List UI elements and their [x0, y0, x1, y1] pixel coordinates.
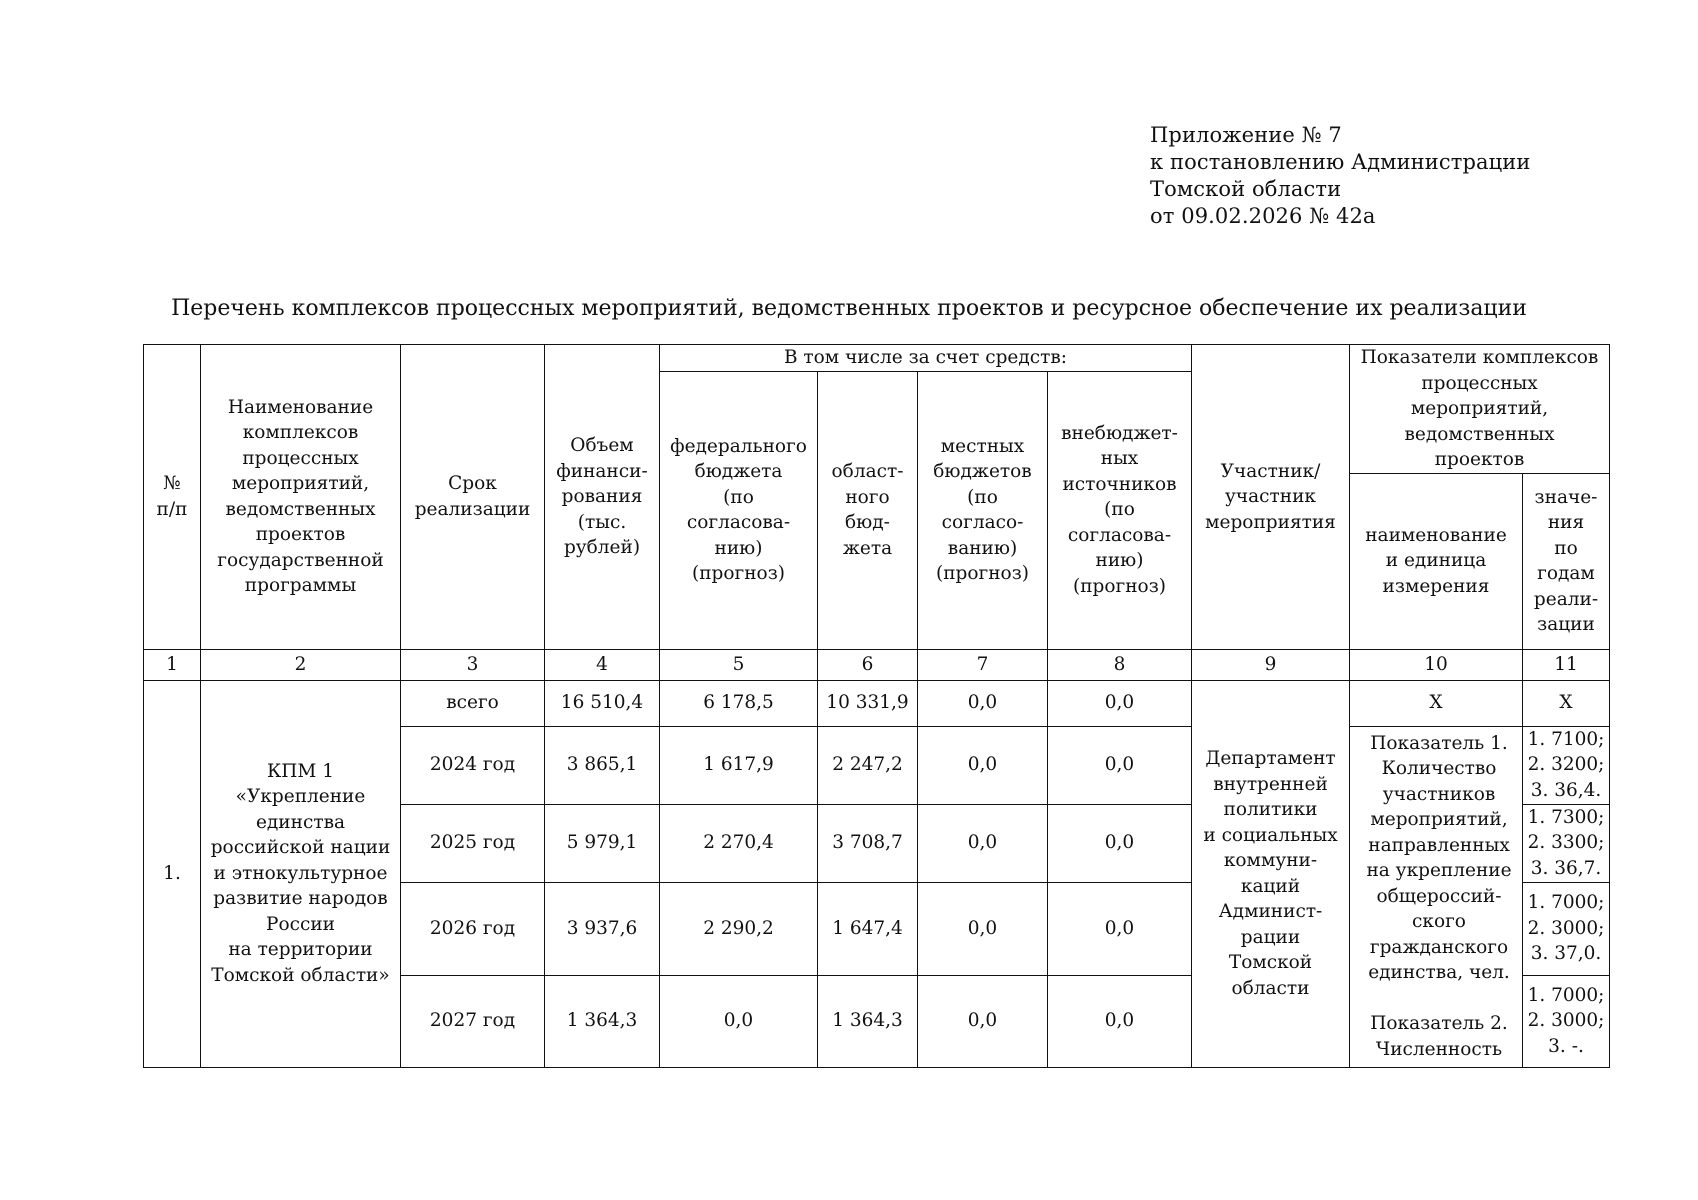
volume-cell: 5 979,1: [545, 804, 660, 882]
column-number: 3: [401, 649, 545, 680]
text-line: по: [1554, 537, 1578, 559]
appendix-header: [1150, 122, 1530, 230]
text-line: 2. 3000;: [1527, 917, 1605, 939]
text-line: и социальных: [1203, 824, 1338, 846]
indicator-values-total: Х: [1523, 680, 1610, 726]
text-line: государственной: [217, 549, 384, 571]
indicator-description: [1350, 726, 1523, 1067]
header-name: [201, 345, 401, 650]
text-line: программы: [244, 575, 357, 597]
header-indicator-name: [1350, 473, 1523, 649]
text-line: комплексов: [242, 422, 359, 444]
appendix-line: к постановлению Администрации: [1150, 150, 1531, 174]
indicator-values-cell: [1523, 882, 1610, 975]
header-indicators-group: [1350, 345, 1610, 474]
federal-cell: 0,0: [660, 975, 818, 1067]
text-line: КПМ 1: [266, 760, 335, 782]
text-line: 3. 36,7.: [1530, 857, 1602, 879]
header-local: [918, 371, 1048, 649]
document-title: Перечень комплексов процессных мероприятий, ведомственных проектов и ресурсное обеспечение их реализации: [171, 296, 1527, 321]
text-line: Объем: [570, 435, 634, 456]
text-line: (прогноз): [936, 563, 1029, 584]
text-line: общероссий-: [1376, 885, 1502, 907]
text-line: (по: [723, 486, 754, 508]
text-line: измерения: [1382, 575, 1490, 597]
local-cell: 0,0: [918, 726, 1048, 804]
column-number: 2: [201, 649, 401, 680]
text-line: на укрепление: [1366, 860, 1512, 882]
column-numbers-row: [144, 649, 1610, 680]
text-line: источников: [1062, 473, 1177, 495]
header-num: [144, 345, 201, 650]
header-participant: [1192, 345, 1350, 650]
participant-cell: [1192, 680, 1350, 1067]
text-line: рублей): [563, 537, 641, 558]
text-line: развитие народов: [213, 888, 388, 910]
table-row: [144, 680, 1610, 726]
text-line: жета: [842, 537, 893, 559]
text-line: Томской: [1228, 952, 1313, 973]
text-line: [1360, 986, 1518, 1012]
text-line: согласова-: [686, 512, 791, 533]
text-line: (по: [1104, 499, 1135, 521]
text-line: бюд-: [845, 512, 890, 533]
volume-cell: 1 364,3: [545, 975, 660, 1067]
local-cell: 0,0: [918, 680, 1048, 726]
text-line: 2. 3300;: [1527, 832, 1605, 854]
column-number: 9: [1192, 649, 1350, 680]
text-line: ного: [845, 486, 890, 508]
text-line: политики: [1223, 799, 1318, 820]
text-line: участников: [1382, 783, 1496, 805]
period-cell: 2024 год: [401, 726, 545, 804]
column-number: 1: [144, 649, 201, 680]
text-line: 2. 3200;: [1527, 754, 1605, 776]
extra-cell: 0,0: [1048, 975, 1192, 1067]
row-number: 1.: [144, 680, 201, 1067]
text-line: мероприятий,: [231, 473, 370, 495]
local-cell: 0,0: [918, 975, 1048, 1067]
regional-cell: 2 247,2: [818, 726, 918, 804]
extra-cell: 0,0: [1048, 804, 1192, 882]
text-line: Срок: [448, 473, 497, 495]
text-line: №: [163, 473, 181, 495]
text-line: мероприятия: [1205, 511, 1336, 533]
text-line: мероприятий,: [1370, 809, 1508, 831]
text-line: Показатели комплексов: [1360, 347, 1599, 368]
text-line: ского: [1412, 911, 1466, 933]
text-line: 3. 36,4.: [1530, 779, 1602, 801]
period-cell: 2027 год: [401, 975, 545, 1067]
column-number: 7: [918, 649, 1048, 680]
text-line: России: [266, 913, 335, 935]
text-line: направленных: [1368, 834, 1510, 856]
text-line: согласо-: [941, 512, 1024, 533]
text-line: бюджета: [694, 461, 783, 482]
federal-cell: 2 270,4: [660, 804, 818, 882]
text-line: Количество: [1381, 758, 1497, 780]
text-line: мероприятий,: [1410, 398, 1549, 419]
text-line: п/п: [156, 498, 188, 520]
text-line: участник: [1225, 486, 1316, 507]
text-line: «Укрепление: [235, 786, 366, 808]
text-line: Численность: [1375, 1038, 1503, 1060]
text-line: 1. 7300;: [1527, 806, 1605, 828]
header-extra: [1048, 371, 1192, 649]
volume-cell: 16 510,4: [545, 680, 660, 726]
text-line: ведомственных: [1404, 423, 1555, 445]
text-line: реали-: [1533, 588, 1599, 610]
indicator-name-total: Х: [1350, 680, 1523, 726]
text-line: ния: [1547, 512, 1585, 533]
text-line: гражданского: [1369, 936, 1509, 958]
column-number: 4: [545, 649, 660, 680]
column-number: 5: [660, 649, 818, 680]
text-line: бюджетов: [933, 461, 1032, 482]
text-line: (прогноз): [1073, 575, 1166, 597]
federal-cell: 1 617,9: [660, 726, 818, 804]
text-line: внебюджет-: [1061, 422, 1178, 444]
column-number: 11: [1523, 649, 1610, 680]
column-number: 6: [818, 649, 918, 680]
header-funds-group: В том числе за счет средств:: [660, 345, 1192, 372]
text-line: проектов: [255, 524, 346, 546]
text-line: местных: [940, 435, 1025, 457]
local-cell: 0,0: [918, 804, 1048, 882]
indicator-values-cell: [1523, 975, 1610, 1067]
federal-cell: 6 178,5: [660, 680, 818, 726]
text-line: Департамент: [1205, 748, 1336, 769]
text-line: и единица: [1385, 550, 1487, 572]
text-line: 2. 3000;: [1527, 1010, 1605, 1032]
text-line: каций: [1240, 875, 1301, 897]
text-line: единства: [255, 811, 346, 833]
program-name: [201, 680, 401, 1067]
header-volume: [545, 345, 660, 650]
text-line: области: [1231, 977, 1310, 999]
text-line: реализации: [414, 498, 531, 520]
text-line: рации: [1240, 926, 1301, 948]
header-regional: [818, 371, 918, 649]
text-line: ведомственных: [225, 498, 376, 520]
text-line: Админист-: [1218, 901, 1323, 922]
volume-cell: 3 865,1: [545, 726, 660, 804]
text-line: 3. -.: [1548, 1035, 1584, 1057]
extra-cell: 0,0: [1048, 882, 1192, 975]
text-line: ванию): [947, 537, 1018, 559]
text-line: област-: [831, 461, 904, 482]
text-line: федерального: [670, 435, 807, 457]
header-period: [401, 345, 545, 650]
text-line: финанси-: [556, 460, 648, 482]
text-line: российской нации: [210, 837, 391, 859]
text-line: нию): [714, 537, 763, 559]
regional-cell: 1 364,3: [818, 975, 918, 1067]
extra-cell: 0,0: [1048, 726, 1192, 804]
indicator-values-cell: [1523, 726, 1610, 804]
text-line: нию): [1095, 550, 1144, 572]
text-line: Показатель 1.: [1370, 732, 1508, 754]
text-line: на территории: [228, 939, 373, 961]
period-cell: 2025 год: [401, 804, 545, 882]
regional-cell: 1 647,4: [818, 882, 918, 975]
text-line: 1. 7000;: [1527, 892, 1605, 914]
indicator-values-cell: [1523, 804, 1610, 882]
text-line: годам: [1537, 563, 1595, 584]
programs-table: [143, 344, 1610, 1068]
header-indicator-values: [1523, 473, 1610, 649]
header-federal: [660, 371, 818, 649]
text-line: ных: [1100, 448, 1139, 470]
regional-cell: 10 331,9: [818, 680, 918, 726]
text-line: единства, чел.: [1368, 962, 1510, 984]
text-line: (по: [967, 486, 998, 508]
text-line: значе-: [1534, 486, 1598, 508]
text-line: зации: [1537, 614, 1595, 635]
appendix-line: Приложение № 7: [1150, 123, 1342, 147]
text-line: (тыс.: [577, 511, 627, 533]
volume-cell: 3 937,6: [545, 882, 660, 975]
text-line: процессных: [242, 447, 359, 469]
column-number: 10: [1350, 649, 1523, 680]
text-line: Показатель 2.: [1370, 1013, 1508, 1035]
text-line: наименование: [1365, 524, 1507, 546]
text-line: Участник/: [1220, 460, 1321, 482]
text-line: и этнокультурное: [213, 862, 388, 884]
header-row: [144, 345, 1610, 372]
text-line: Наименование: [227, 396, 374, 418]
text-line: рования: [561, 486, 643, 507]
regional-cell: 3 708,7: [818, 804, 918, 882]
local-cell: 0,0: [918, 882, 1048, 975]
text-line: внутренней: [1213, 773, 1328, 795]
text-line: коммуни-: [1223, 850, 1318, 871]
federal-cell: 2 290,2: [660, 882, 818, 975]
column-number: 8: [1048, 649, 1192, 680]
text-line: 1. 7100;: [1527, 728, 1605, 750]
appendix-line: от 09.02.2026 № 42а: [1150, 204, 1376, 228]
period-cell: всего: [401, 680, 545, 726]
text-line: 1. 7000;: [1527, 984, 1605, 1006]
text-line: процессных: [1421, 372, 1538, 394]
text-line: согласова-: [1067, 524, 1172, 546]
text-line: (прогноз): [692, 563, 785, 584]
period-cell: 2026 год: [401, 882, 545, 975]
text-line: 3. 37,0.: [1530, 943, 1602, 965]
text-line: проектов: [1434, 449, 1525, 470]
text-line: Томской области»: [211, 964, 390, 986]
appendix-line: Томской области: [1150, 177, 1342, 201]
extra-cell: 0,0: [1048, 680, 1192, 726]
